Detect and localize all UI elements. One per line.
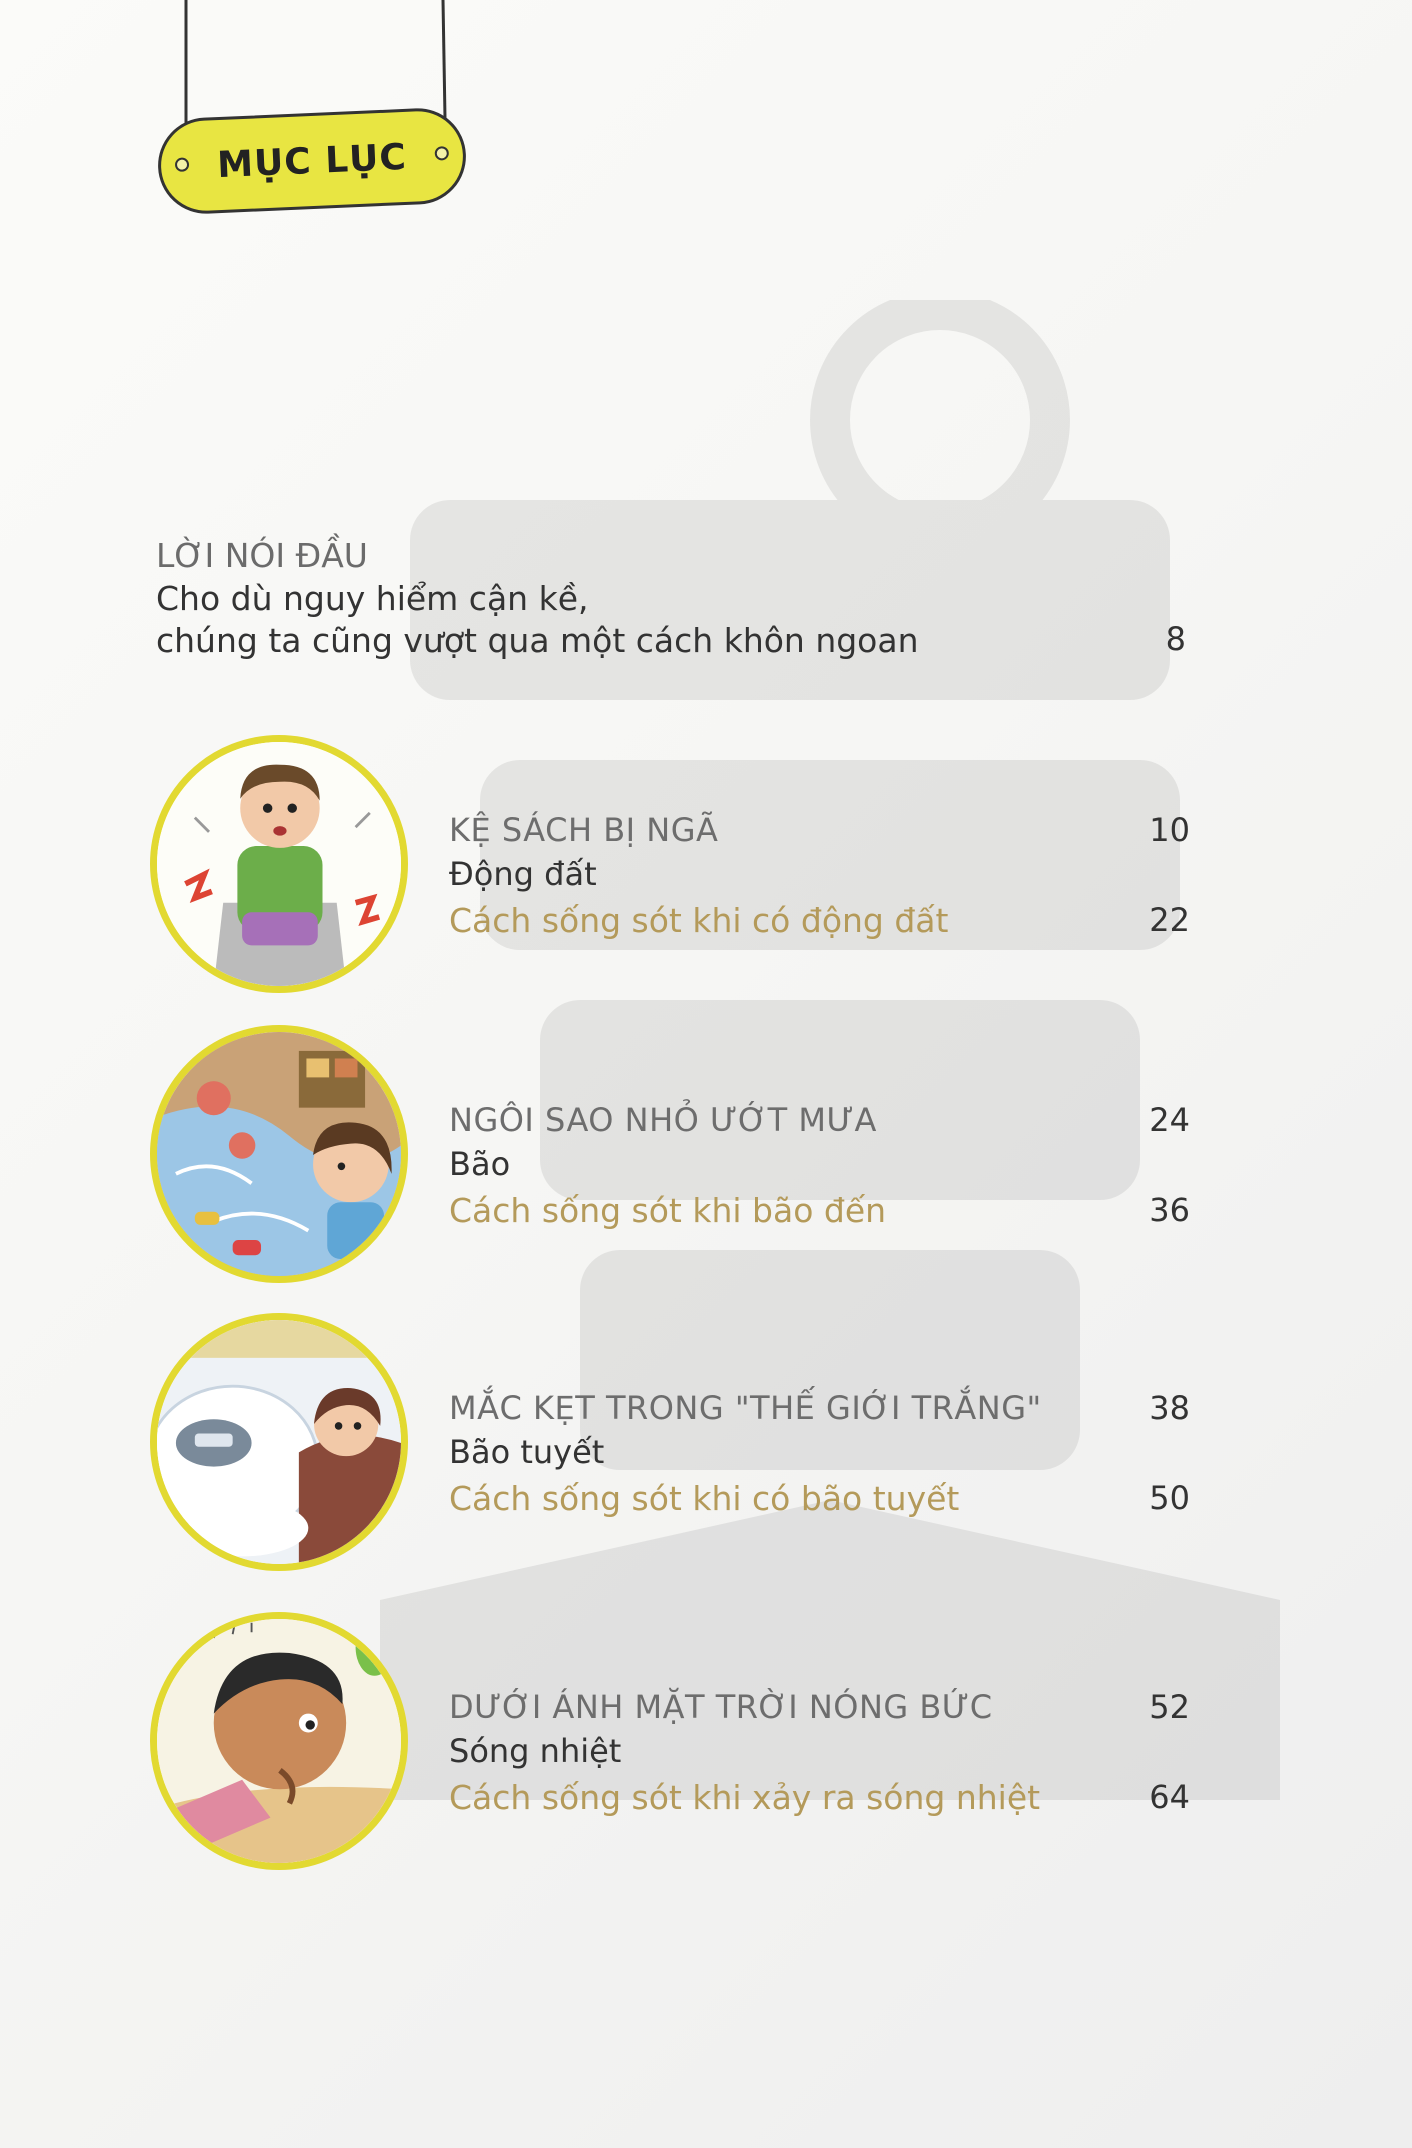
chapter-subtitle: Bão — [449, 1145, 511, 1183]
toc-sign — [156, 106, 468, 215]
chapter-subtitle: Động đất — [449, 855, 597, 893]
preface-line-2: chúng ta cũng vượt qua một cách khôn ngoan — [156, 621, 919, 660]
chapter-entry-blizzard[interactable] — [144, 1313, 1190, 1583]
chapter-page-start: 52 — [1149, 1688, 1190, 1726]
sign-hole-left-icon — [175, 157, 190, 172]
chapter-title: KỆ SÁCH BỊ NGÃ — [449, 811, 719, 849]
chapter-guide: Cách sống sót khi có động đất — [449, 901, 949, 940]
chapter-entry-storm[interactable] — [144, 1025, 1190, 1295]
chapter-title: MẮC KẸT TRONG "THẾ GIỚI TRẮNG" — [449, 1389, 1042, 1427]
chapter-page-guide: 64 — [1149, 1778, 1190, 1816]
chapter-page-guide: 22 — [1149, 901, 1190, 939]
chapter-guide: Cách sống sót khi xảy ra sóng nhiệt — [449, 1778, 1041, 1817]
chapter-page-guide: 36 — [1149, 1191, 1190, 1229]
preface-label: LỜI NÓI ĐẦU — [156, 536, 368, 575]
earthquake-illustration-icon — [150, 735, 408, 993]
toc-title: MỤC LỤC — [216, 136, 408, 186]
preface-entry[interactable] — [156, 534, 1186, 662]
storm-flood-illustration-icon — [150, 1025, 408, 1283]
chapter-entry-earthquake[interactable] — [144, 735, 1190, 1005]
chapter-guide: Cách sống sót khi có bão tuyết — [449, 1479, 960, 1518]
sign-hole-right-icon — [434, 146, 449, 161]
chapter-subtitle: Sóng nhiệt — [449, 1732, 622, 1770]
preface-line-1: Cho dù nguy hiểm cận kề, — [156, 579, 589, 618]
chapter-page-guide: 50 — [1149, 1479, 1190, 1517]
chapter-title: DƯỚI ÁNH MẶT TRỜI NÓNG BỨC — [449, 1688, 993, 1726]
chapter-entry-heatwave[interactable] — [144, 1612, 1190, 1882]
chapter-title: NGÔI SAO NHỎ ƯỚT MƯA — [449, 1101, 877, 1139]
chapter-page-start: 24 — [1149, 1101, 1190, 1139]
chapter-page-start: 10 — [1149, 811, 1190, 849]
heatwave-illustration-icon — [150, 1612, 408, 1870]
chapter-page-start: 38 — [1149, 1389, 1190, 1427]
chapter-subtitle: Bão tuyết — [449, 1433, 605, 1471]
preface-page-number: 8 — [1165, 620, 1186, 658]
blizzard-illustration-icon — [150, 1313, 408, 1571]
chapter-guide: Cách sống sót khi bão đến — [449, 1191, 887, 1230]
